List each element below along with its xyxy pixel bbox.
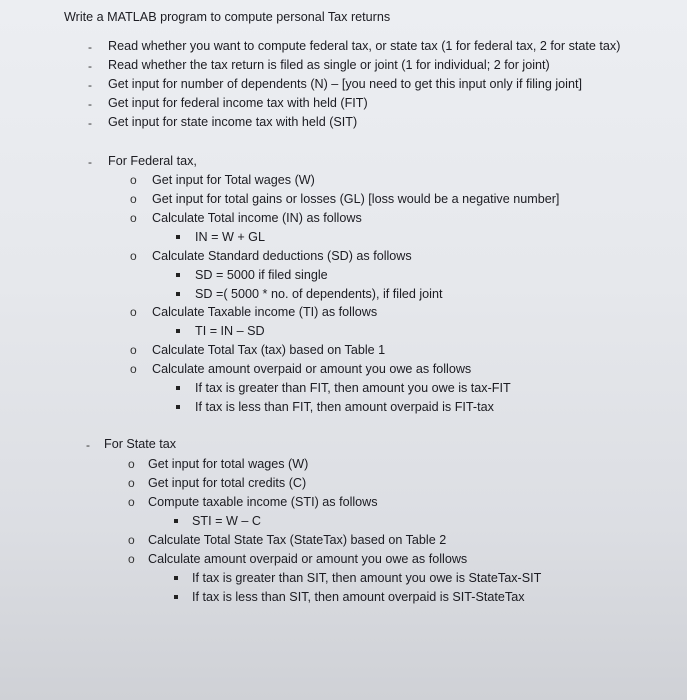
federal-formula: IN = W + GL [195,230,265,244]
square-bullet [174,576,178,580]
intro-item: Get input for federal income tax with held (FIT) [108,96,368,110]
state-step: Get input for total wages (W) [148,457,309,471]
federal-formula: SD =( 5000 * no. of dependents), if filed joint [195,287,443,301]
dash-bullet: - [88,97,92,111]
dash-bullet: - [88,40,92,54]
circle-bullet: o [130,211,137,225]
circle-bullet: o [128,457,135,471]
state-step: Get input for total credits (C) [148,476,307,490]
federal-formula: If tax is greater than FIT, then amount you owe is tax-FIT [195,381,511,395]
intro-item: Get input for state income tax with held (SIT) [108,115,358,129]
circle-bullet: o [130,249,137,263]
state-formula: STI = W – C [192,514,261,528]
dash-bullet: - [88,116,92,130]
circle-bullet: o [130,305,137,319]
intro-item: Read whether the tax return is filed as single or joint (1 for individual; 2 for joint) [108,58,550,72]
federal-step: Calculate Total Tax (tax) based on Table 1 [152,343,386,357]
federal-step: Calculate Total income (IN) as follows [152,211,362,225]
federal-formula: TI = IN – SD [195,324,265,338]
state-step: Compute taxable income (STI) as follows [148,495,378,509]
federal-formula: If tax is less than FIT, then amount overpaid is FIT-tax [195,400,494,414]
circle-bullet: o [128,552,135,566]
square-bullet [176,235,180,239]
federal-step: Get input for total gains or losses (GL) [loss would be a negative number] [152,192,560,206]
state-step: Calculate amount overpaid or amount you owe as follows [148,552,468,566]
federal-step: Calculate Taxable income (TI) as follows [152,305,378,319]
federal-heading: For Federal tax, [108,154,197,168]
dash-bullet: - [88,78,92,92]
circle-bullet: o [128,495,135,509]
federal-step: Calculate amount overpaid or amount you owe as follows [152,362,472,376]
intro-item: Read whether you want to compute federal tax, or state tax (1 for federal tax, 2 for state tax) [108,39,621,53]
intro-item: Get input for number of dependents (N) – [you need to get this input only if filing joint] [108,77,582,91]
state-heading: For State tax [104,437,177,451]
square-bullet [176,386,180,390]
circle-bullet: o [128,533,135,547]
circle-bullet: o [130,192,137,206]
federal-step: Calculate Standard deductions (SD) as follows [152,249,412,263]
circle-bullet: o [128,476,135,490]
square-bullet [176,329,180,333]
square-bullet [176,273,180,277]
square-bullet [174,519,178,523]
dash-bullet: - [86,438,90,452]
federal-step: Get input for Total wages (W) [152,173,315,187]
dash-bullet: - [88,59,92,73]
square-bullet [176,292,180,296]
state-step: Calculate Total State Tax (StateTax) based on Table 2 [148,533,447,547]
federal-formula: SD = 5000 if filed single [195,268,328,282]
square-bullet [174,595,178,599]
circle-bullet: o [130,362,137,376]
dash-bullet: - [88,155,92,169]
document-title: Write a MATLAB program to compute personal Tax returns [64,10,391,24]
state-formula: If tax is greater than SIT, then amount you owe is StateTax-SIT [192,571,542,585]
circle-bullet: o [130,343,137,357]
circle-bullet: o [130,173,137,187]
square-bullet [176,405,180,409]
state-formula: If tax is less than SIT, then amount overpaid is SIT-StateTax [192,590,525,604]
